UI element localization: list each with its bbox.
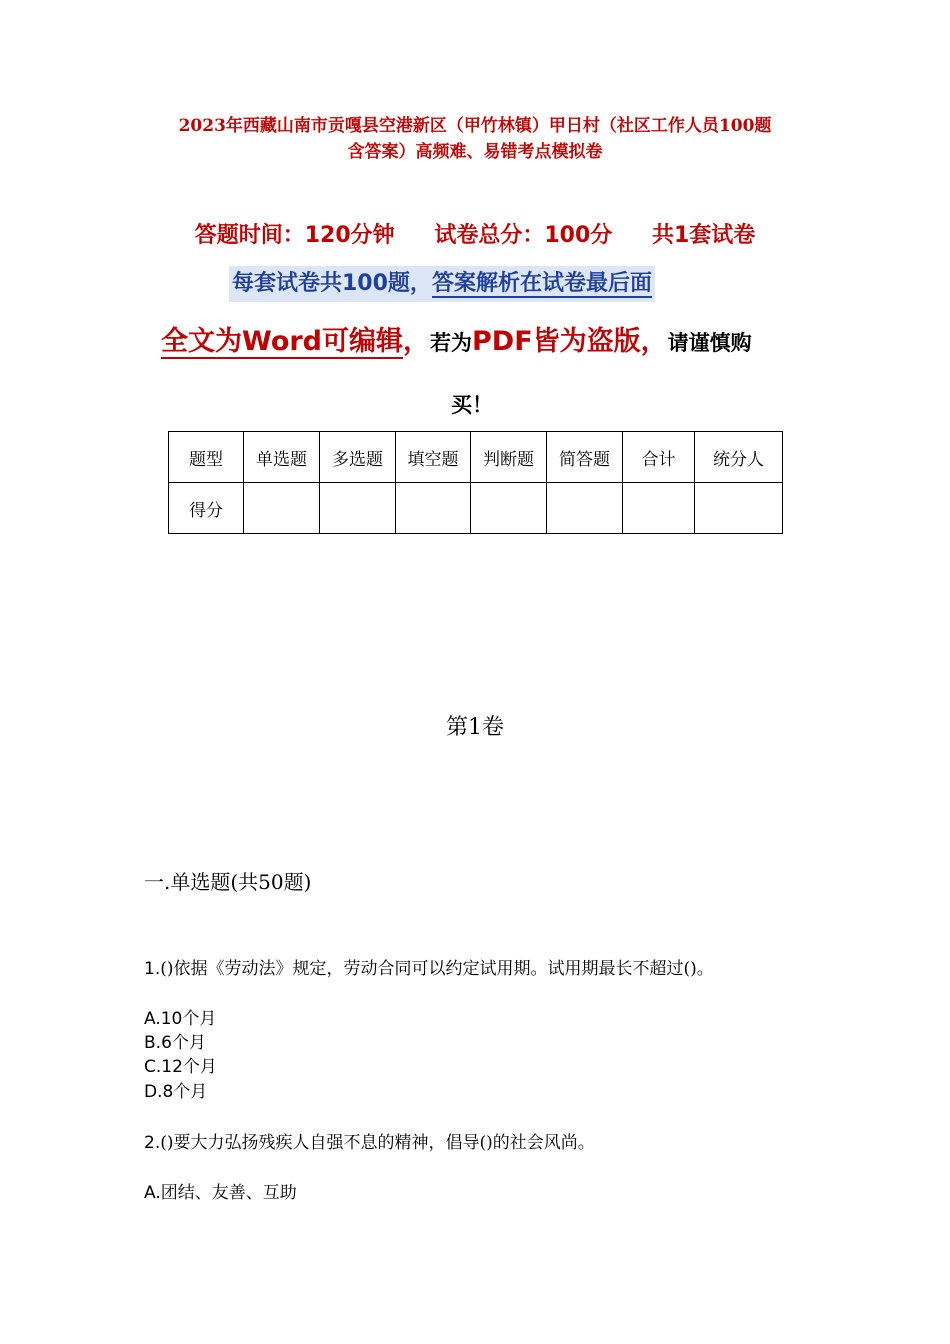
section-heading: 一.单选题(共50题): [144, 870, 312, 894]
header-cell-multi-choice: 多选题: [320, 432, 396, 483]
question-number: 1.: [144, 959, 161, 979]
notice-part-1: 每套试卷共100题，: [232, 271, 432, 296]
header-cell-single-choice: 单选题: [244, 432, 320, 483]
score-table-header-row: [169, 432, 783, 483]
title-line-1: 2023年西藏山南市贡嘎县空港新区（甲竹林镇）甲日村（社区工作人员100题: [178, 116, 772, 136]
row-label-score: 得分: [169, 483, 244, 534]
score-cell[interactable]: [695, 483, 783, 534]
header-cell-short-answer: 简答题: [547, 432, 623, 483]
warning-editable: 全文为Word可编辑: [161, 326, 404, 357]
score-cell[interactable]: [547, 483, 623, 534]
answer-notice: [229, 266, 655, 302]
question-2-stem: [144, 1131, 595, 1155]
header-cell-type: 题型: [169, 432, 244, 483]
warning-careful: 请谨慎购: [667, 331, 752, 355]
question-text: ()依据《劳动法》规定，劳动合同可以约定试用期。试用期最长不超过()。: [160, 959, 714, 979]
exam-time: 答题时间：120分钟: [194, 223, 395, 248]
exam-set-count: 共1套试卷: [651, 223, 756, 248]
question-text: ()要大力弘扬残疾人自强不息的精神，倡导()的社会风尚。: [160, 1133, 595, 1153]
score-cell[interactable]: [623, 483, 695, 534]
score-table-score-row: [169, 483, 783, 534]
score-cell[interactable]: [244, 483, 320, 534]
title-line-2: 含答案）高频难、易错考点模拟卷: [347, 142, 603, 162]
question-number: 2.: [144, 1133, 161, 1153]
score-cell[interactable]: [396, 483, 471, 534]
warning-comma-1: ，: [403, 326, 431, 357]
option: D.8个月: [144, 1082, 208, 1102]
piracy-warning: [161, 312, 801, 437]
option: A.10个月: [144, 1009, 217, 1029]
notice-part-2: 答案解析在试卷最后面: [431, 271, 652, 296]
header-cell-total: 合计: [623, 432, 695, 483]
option: C.12个月: [144, 1057, 217, 1077]
warning-buy: 买！: [451, 393, 493, 417]
exam-info: [0, 218, 950, 249]
score-cell[interactable]: [471, 483, 547, 534]
warning-if: 若为: [430, 331, 473, 355]
score-table: [168, 431, 783, 534]
warning-comma-2: ，: [640, 326, 668, 357]
warning-pdf-pirated: PDF皆为盗版: [472, 326, 641, 357]
question-1-stem: [144, 957, 714, 981]
exam-total-score: 试卷总分：100分: [434, 223, 613, 248]
option: B.6个月: [144, 1033, 206, 1053]
header-cell-scorer: 统分人: [695, 432, 783, 483]
score-cell[interactable]: [320, 483, 396, 534]
volume-heading: 第1卷: [446, 715, 504, 740]
option: A.团结、友善、互助: [144, 1183, 297, 1203]
header-cell-true-false: 判断题: [471, 432, 547, 483]
header-cell-fill-blank: 填空题: [396, 432, 471, 483]
document-title: [120, 113, 830, 165]
